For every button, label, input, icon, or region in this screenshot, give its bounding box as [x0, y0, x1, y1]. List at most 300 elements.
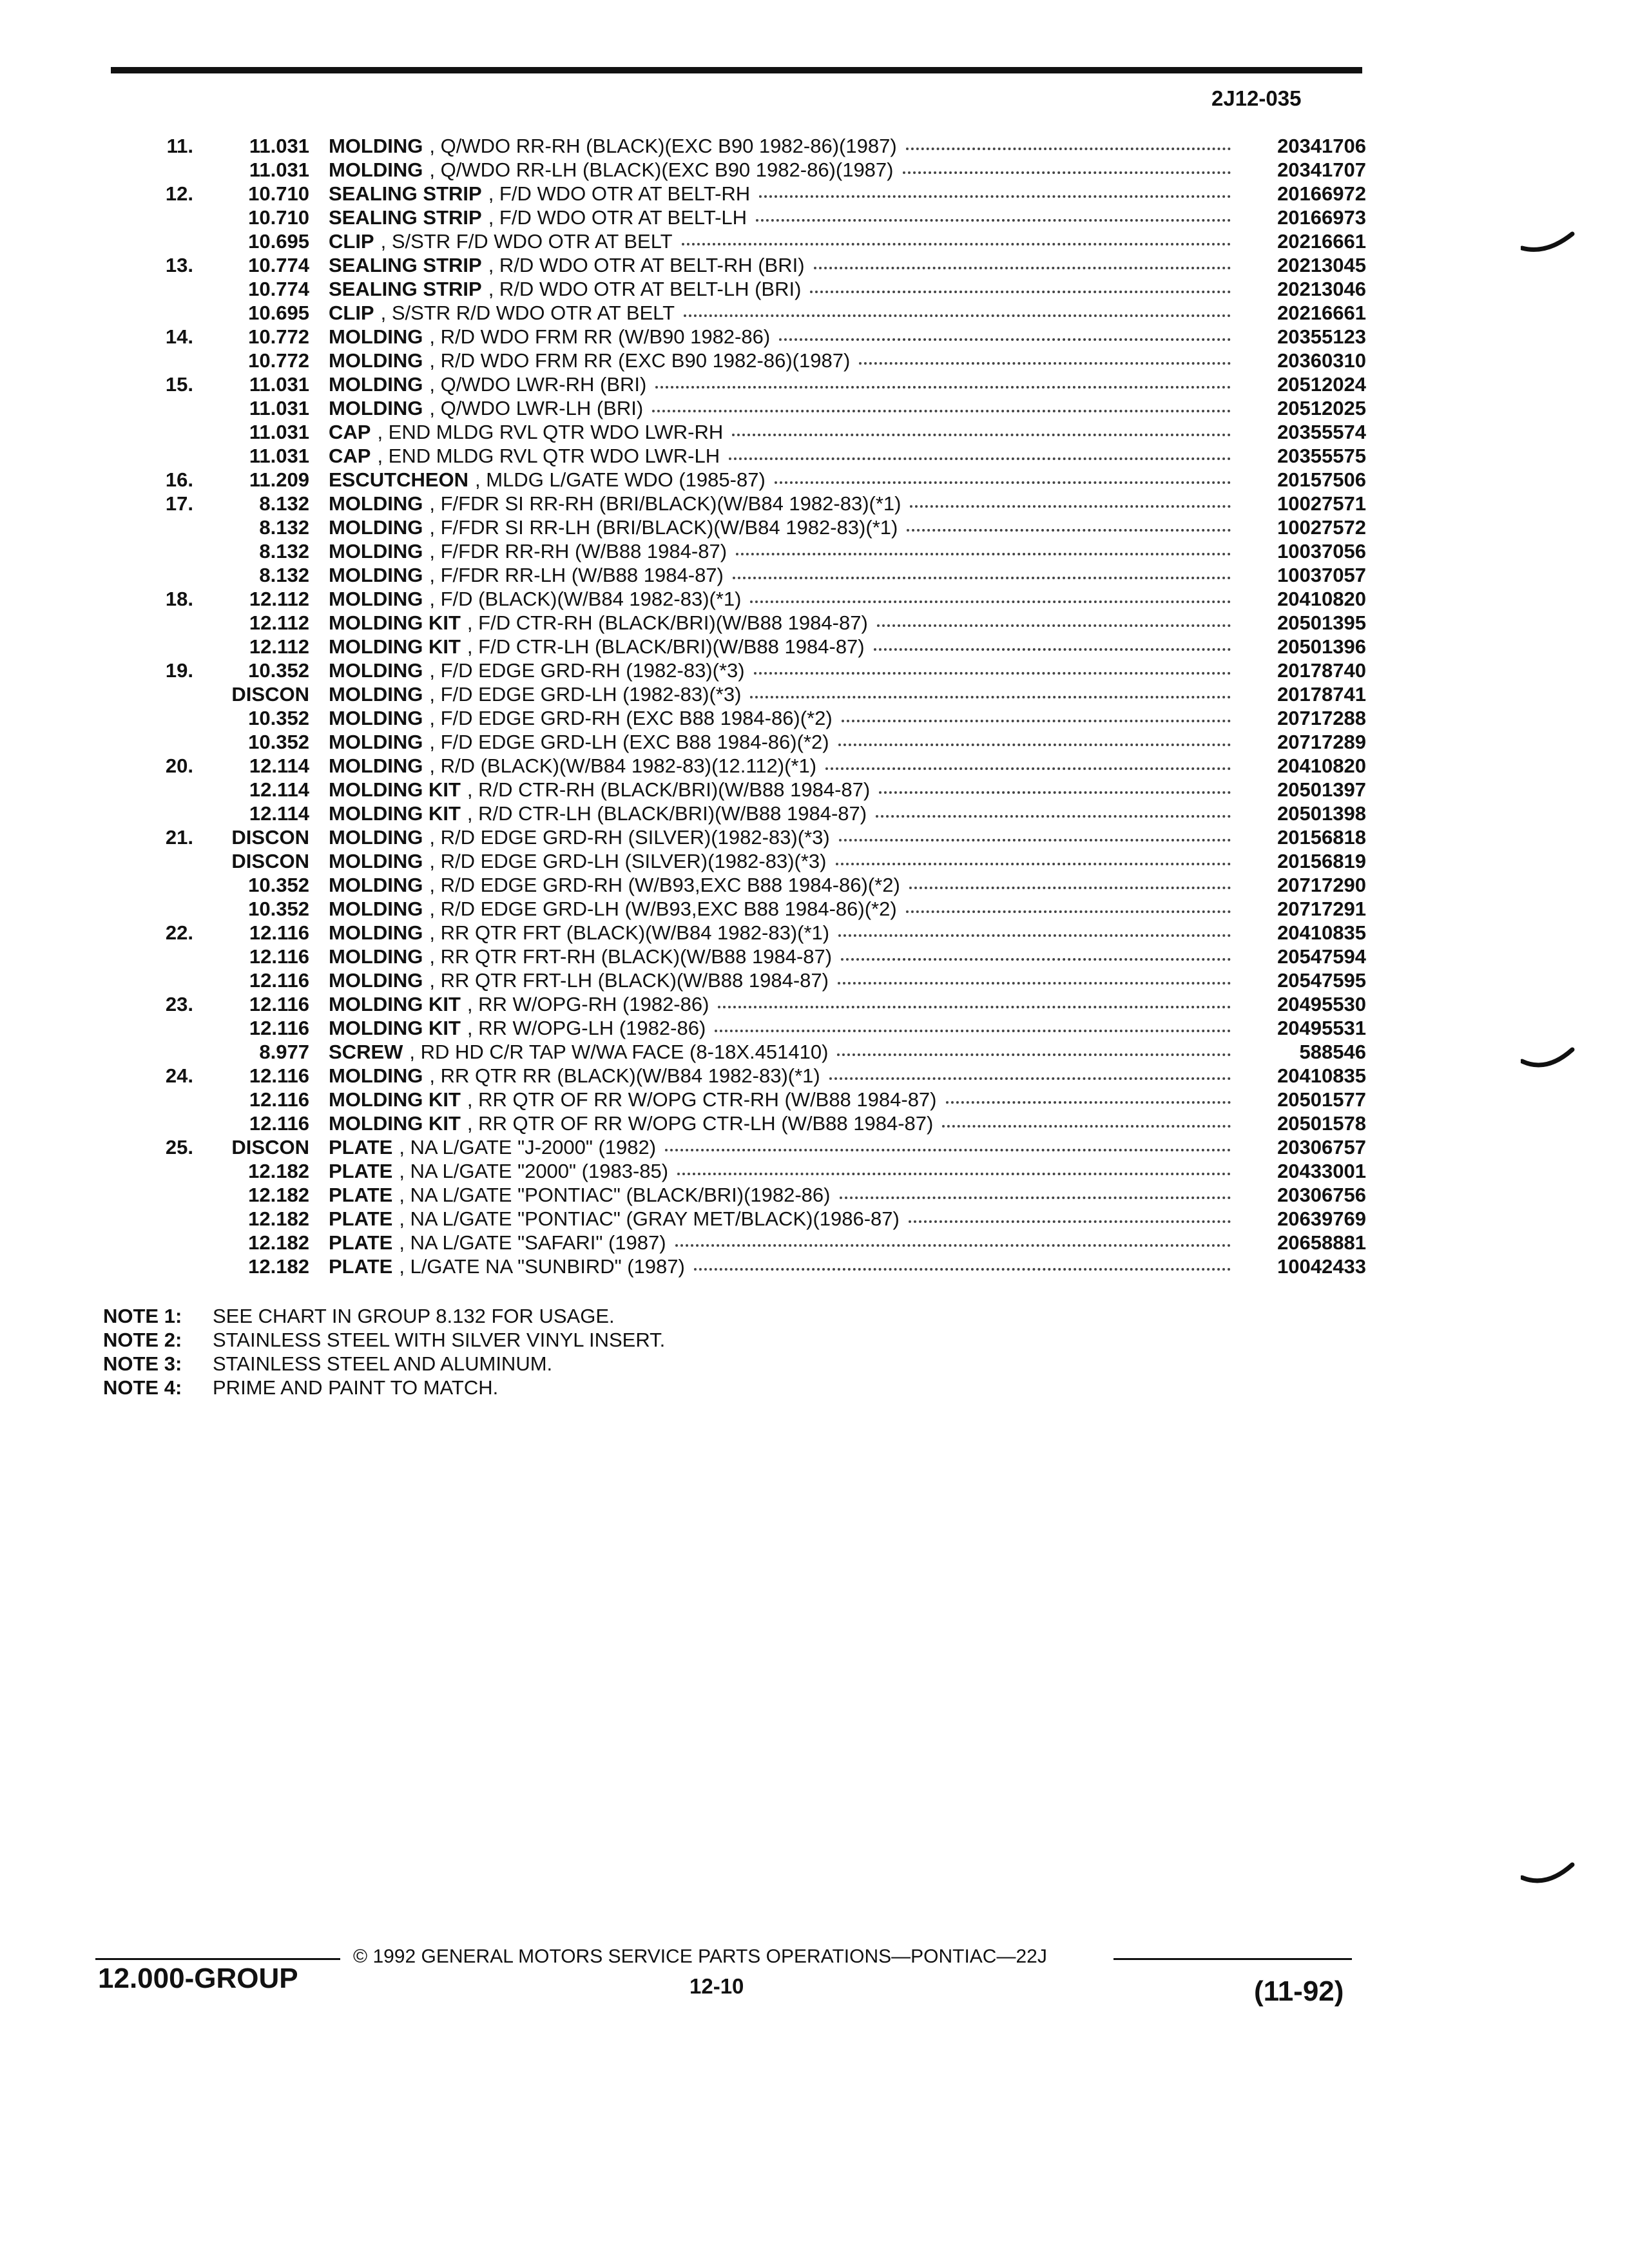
- part-row: [0, 229, 1629, 253]
- part-row: [0, 1016, 1629, 1040]
- part-description: [329, 754, 1237, 778]
- part-detail: , END MLDG RVL QTR WDO LWR-RH: [377, 421, 724, 443]
- leader-dots: [754, 658, 1231, 675]
- leader-dots: [775, 468, 1231, 484]
- part-name: SEALING STRIP: [329, 182, 482, 205]
- callout-number: 11.: [166, 135, 193, 157]
- part-description: [329, 325, 1237, 349]
- part-description: [329, 229, 1237, 253]
- part-row: [0, 515, 1629, 539]
- part-name: PLATE: [329, 1207, 393, 1230]
- part-name: MOLDING: [329, 588, 423, 610]
- part-row: [0, 682, 1629, 706]
- part-description: [329, 897, 1237, 921]
- group-number: 8.132: [259, 516, 309, 539]
- part-number: 20166973: [1277, 206, 1366, 229]
- leader-dots: [840, 1183, 1231, 1199]
- part-detail: , F/D (BLACK)(W/B84 1982-83)(*1): [429, 588, 742, 610]
- group-number: 11.031: [249, 421, 309, 443]
- part-description: [329, 1159, 1237, 1183]
- note-label: NOTE 4:: [103, 1376, 182, 1399]
- part-number: 20157506: [1277, 468, 1366, 491]
- part-row: [0, 277, 1629, 301]
- part-detail: , RR W/OPG-LH (1982-86): [467, 1017, 706, 1039]
- leader-dots: [779, 325, 1231, 341]
- part-row: [0, 468, 1629, 492]
- part-description: [329, 635, 1237, 658]
- part-row: [0, 897, 1629, 921]
- part-row: [0, 492, 1629, 515]
- part-number: 20216661: [1277, 230, 1366, 253]
- part-row: [0, 158, 1629, 182]
- note-label: NOTE 3:: [103, 1352, 182, 1375]
- part-row: [0, 1111, 1629, 1135]
- part-description: [329, 825, 1237, 849]
- part-name: PLATE: [329, 1136, 393, 1158]
- group-number: 10.352: [248, 874, 309, 896]
- leader-dots: [836, 849, 1231, 865]
- note-row: [103, 1328, 1134, 1352]
- part-row: [0, 1207, 1629, 1231]
- group-number: DISCON: [231, 826, 309, 849]
- part-detail: , NA L/GATE "PONTIAC" (BLACK/BRI)(1982-86): [399, 1184, 831, 1206]
- part-row: [0, 396, 1629, 420]
- note-row: [103, 1376, 1134, 1399]
- leader-dots: [903, 158, 1231, 174]
- leader-dots: [750, 587, 1231, 603]
- part-description: [329, 587, 1237, 611]
- leader-dots: [677, 1159, 1231, 1175]
- part-number: 10027571: [1277, 492, 1366, 515]
- part-detail: , Q/WDO LWR-LH (BRI): [429, 397, 644, 419]
- group-number: 12.182: [248, 1207, 309, 1230]
- leader-dots: [837, 1040, 1231, 1056]
- part-name: MOLDING KIT: [329, 1017, 461, 1039]
- notes-list: [103, 1304, 1134, 1399]
- part-name: MOLDING: [329, 898, 423, 920]
- group-number: 10.772: [248, 349, 309, 372]
- callout-number: 24.: [165, 1064, 193, 1087]
- part-row: [0, 968, 1629, 992]
- part-name: MOLDING: [329, 135, 423, 157]
- leader-dots: [906, 897, 1231, 913]
- part-number: 20410820: [1277, 754, 1366, 777]
- part-description: [329, 1040, 1237, 1064]
- leader-dots: [733, 563, 1231, 579]
- part-detail: , R/D EDGE GRD-LH (W/B93,EXC B88 1984-86)(*2): [429, 898, 897, 920]
- part-number: 20717291: [1277, 898, 1366, 920]
- callout-number: 16.: [165, 468, 193, 491]
- part-number: 20213045: [1277, 254, 1366, 276]
- part-detail: , F/D EDGE GRD-RH (EXC B88 1984-86)(*2): [429, 707, 833, 729]
- leader-dots: [907, 515, 1231, 532]
- part-description: [329, 349, 1237, 372]
- leader-dots: [694, 1254, 1231, 1271]
- part-name: PLATE: [329, 1231, 393, 1254]
- leader-dots: [841, 945, 1231, 961]
- leader-dots: [874, 635, 1231, 651]
- part-description: [329, 444, 1237, 468]
- part-number: 20501396: [1277, 635, 1366, 658]
- part-name: MOLDING: [329, 826, 423, 849]
- group-number: 11.031: [249, 445, 309, 467]
- part-name: SEALING STRIP: [329, 254, 482, 276]
- note-text: SEE CHART IN GROUP 8.132 FOR USAGE.: [213, 1305, 615, 1327]
- part-row: [0, 730, 1629, 754]
- callout-number: 22.: [165, 921, 193, 944]
- part-number: 20495531: [1277, 1017, 1366, 1039]
- part-row: [0, 420, 1629, 444]
- part-number: 20501577: [1277, 1088, 1366, 1111]
- part-name: MOLDING KIT: [329, 635, 461, 658]
- part-row: [0, 372, 1629, 396]
- part-number: 20501395: [1277, 611, 1366, 634]
- leader-dots: [909, 873, 1231, 889]
- part-detail: , F/D CTR-LH (BLACK/BRI)(W/B88 1984-87): [467, 635, 865, 658]
- part-name: MOLDING KIT: [329, 1112, 461, 1135]
- part-name: MOLDING: [329, 754, 423, 777]
- binder-hole-mark: [1521, 1047, 1579, 1073]
- part-name: ESCUTCHEON: [329, 468, 469, 491]
- callout-number: 19.: [165, 659, 193, 682]
- part-description: [329, 968, 1237, 992]
- leader-dots: [859, 349, 1231, 365]
- part-name: MOLDING: [329, 921, 423, 944]
- part-detail: , F/D WDO OTR AT BELT-LH: [488, 206, 747, 229]
- group-number: 11.209: [249, 468, 309, 491]
- group-number: 10.352: [248, 659, 309, 682]
- part-name: MOLDING: [329, 945, 423, 968]
- leader-dots: [665, 1135, 1231, 1151]
- group-number: 12.116: [249, 945, 309, 968]
- group-number: 12.116: [249, 921, 309, 944]
- part-name: MOLDING KIT: [329, 1088, 461, 1111]
- part-number: 20355575: [1277, 445, 1366, 467]
- part-number: 20355574: [1277, 421, 1366, 443]
- part-row: [0, 992, 1629, 1016]
- part-row: [0, 134, 1629, 158]
- group-number: DISCON: [231, 1136, 309, 1158]
- note-text: STAINLESS STEEL WITH SILVER VINYL INSERT.: [213, 1329, 666, 1351]
- group-number: 12.114: [249, 754, 309, 777]
- part-name: SEALING STRIP: [329, 206, 482, 229]
- part-description: [329, 206, 1237, 229]
- part-description: [329, 420, 1237, 444]
- callout-number: 15.: [165, 373, 193, 396]
- part-detail: , RD HD C/R TAP W/WA FACE (8-18X.451410): [409, 1041, 829, 1063]
- part-number: 20410820: [1277, 588, 1366, 610]
- group-number: 12.112: [249, 611, 309, 634]
- leader-dots: [877, 611, 1231, 627]
- part-description: [329, 682, 1237, 706]
- part-name: PLATE: [329, 1184, 393, 1206]
- footer-page-number: 12-10: [689, 1974, 744, 1998]
- part-detail: , F/D EDGE GRD-LH (1982-83)(*3): [429, 683, 742, 706]
- leader-dots: [842, 706, 1231, 722]
- callout-number: 20.: [165, 754, 193, 777]
- callout-number: 14.: [165, 325, 193, 348]
- callout-number: 25.: [165, 1136, 193, 1158]
- part-row: [0, 349, 1629, 372]
- part-detail: , S/STR R/D WDO OTR AT BELT: [380, 302, 675, 324]
- group-number: 10.710: [248, 206, 309, 229]
- part-detail: , R/D EDGE GRD-RH (W/B93,EXC B88 1984-86)(*2): [429, 874, 900, 896]
- note-label: NOTE 1:: [103, 1305, 182, 1327]
- part-row: [0, 1135, 1629, 1159]
- part-row: [0, 1254, 1629, 1278]
- group-number: 8.977: [259, 1041, 309, 1063]
- leader-dots: [682, 229, 1231, 245]
- part-number: 20306757: [1277, 1136, 1366, 1158]
- group-number: 12.116: [249, 1088, 309, 1111]
- group-number: 10.774: [248, 278, 309, 300]
- part-detail: , R/D CTR-RH (BLACK/BRI)(W/B88 1984-87): [467, 778, 871, 801]
- part-description: [329, 182, 1237, 206]
- part-row: [0, 921, 1629, 945]
- part-name: MOLDING: [329, 349, 423, 372]
- part-number: 20501397: [1277, 778, 1366, 801]
- part-number: 20717288: [1277, 707, 1366, 729]
- part-detail: , END MLDG RVL QTR WDO LWR-LH: [377, 445, 720, 467]
- part-name: MOLDING: [329, 659, 423, 682]
- part-name: MOLDING: [329, 516, 423, 539]
- part-row: [0, 206, 1629, 229]
- leader-dots: [718, 992, 1231, 1008]
- part-detail: , F/FDR SI RR-LH (BRI/BLACK)(W/B84 1982-83)(*1): [429, 516, 898, 539]
- part-detail: , F/FDR RR-RH (W/B88 1984-87): [429, 540, 728, 562]
- part-row: [0, 658, 1629, 682]
- part-name: MOLDING: [329, 492, 423, 515]
- part-number: 20178740: [1277, 659, 1366, 682]
- leader-dots: [839, 825, 1231, 841]
- part-detail: , R/D EDGE GRD-LH (SILVER)(1982-83)(*3): [429, 850, 827, 872]
- part-description: [329, 658, 1237, 682]
- part-row: [0, 325, 1629, 349]
- top-rule: [111, 67, 1362, 73]
- part-number: 20547595: [1277, 969, 1366, 992]
- part-number: 20501578: [1277, 1112, 1366, 1135]
- part-row: [0, 563, 1629, 587]
- group-number: 8.132: [259, 492, 309, 515]
- footer-copyright: © 1992 GENERAL MOTORS SERVICE PARTS OPERATIONS—PONTIAC—22J: [353, 1946, 1047, 1967]
- group-number: 10.695: [248, 230, 309, 253]
- leader-dots: [838, 921, 1231, 937]
- part-row: [0, 1231, 1629, 1254]
- part-number: 20410835: [1277, 1064, 1366, 1087]
- group-number: 11.031: [249, 373, 309, 396]
- part-number: 20156819: [1277, 850, 1366, 872]
- group-number: 12.116: [249, 993, 309, 1015]
- footer-date: (11-92): [1254, 1975, 1344, 2007]
- note-row: [103, 1352, 1134, 1376]
- leader-dots: [759, 182, 1231, 198]
- part-row: [0, 182, 1629, 206]
- part-name: MOLDING: [329, 540, 423, 562]
- leader-dots: [829, 1064, 1231, 1080]
- part-detail: , R/D CTR-LH (BLACK/BRI)(W/B88 1984-87): [467, 802, 867, 825]
- leader-dots: [909, 1207, 1231, 1223]
- part-description: [329, 921, 1237, 945]
- part-description: [329, 396, 1237, 420]
- footer-group: 12.000-GROUP: [98, 1963, 298, 1994]
- group-number: 12.112: [249, 635, 309, 658]
- part-description: [329, 563, 1237, 587]
- leader-dots: [652, 396, 1231, 412]
- part-name: MOLDING KIT: [329, 611, 461, 634]
- part-number: 20512024: [1277, 373, 1366, 396]
- part-description: [329, 492, 1237, 515]
- callout-number: 18.: [165, 588, 193, 610]
- part-description: [329, 1183, 1237, 1207]
- group-number: 11.031: [249, 397, 309, 419]
- part-name: MOLDING KIT: [329, 993, 461, 1015]
- part-name: CAP: [329, 421, 371, 443]
- part-description: [329, 301, 1237, 325]
- page-code: 2J12-035: [1211, 86, 1302, 110]
- group-number: 10.352: [248, 898, 309, 920]
- part-description: [329, 134, 1237, 158]
- part-detail: , RR QTR FRT-RH (BLACK)(W/B88 1984-87): [429, 945, 833, 968]
- footer-rule-right: [1113, 1958, 1352, 1960]
- part-number: 20360310: [1277, 349, 1366, 372]
- leader-dots: [756, 206, 1231, 222]
- group-number: 12.116: [249, 969, 309, 992]
- group-number: 12.182: [248, 1231, 309, 1254]
- note-text: PRIME AND PAINT TO MATCH.: [213, 1376, 499, 1399]
- part-description: [329, 706, 1237, 730]
- part-description: [329, 158, 1237, 182]
- part-name: SCREW: [329, 1041, 403, 1063]
- group-number: 10.772: [248, 325, 309, 348]
- part-number: 20639769: [1277, 1207, 1366, 1230]
- part-detail: , Q/WDO LWR-RH (BRI): [429, 373, 647, 396]
- callout-number: 12.: [165, 182, 193, 205]
- part-name: MOLDING: [329, 373, 423, 396]
- part-row: [0, 706, 1629, 730]
- part-detail: , RR QTR OF RR W/OPG CTR-RH (W/B88 1984-87): [467, 1088, 937, 1111]
- part-number: 20306756: [1277, 1184, 1366, 1206]
- group-number: 10.352: [248, 707, 309, 729]
- part-name: PLATE: [329, 1255, 393, 1278]
- leader-dots: [879, 778, 1231, 794]
- part-description: [329, 849, 1237, 873]
- callout-number: 21.: [165, 826, 193, 849]
- part-detail: , F/D CTR-RH (BLACK/BRI)(W/B88 1984-87): [467, 611, 868, 634]
- leader-dots: [655, 372, 1231, 389]
- group-number: 10.710: [248, 182, 309, 205]
- part-detail: , F/D EDGE GRD-LH (EXC B88 1984-86)(*2): [429, 731, 829, 753]
- part-row: [0, 778, 1629, 802]
- leader-dots: [810, 277, 1231, 293]
- group-number: 12.116: [249, 1064, 309, 1087]
- part-number: 20341706: [1277, 135, 1366, 157]
- note-row: [103, 1304, 1134, 1328]
- binder-hole-mark: [1521, 1862, 1579, 1888]
- leader-dots: [838, 968, 1231, 985]
- binder-hole-mark: [1521, 229, 1579, 255]
- part-detail: , NA L/GATE "SAFARI" (1987): [399, 1231, 666, 1254]
- part-description: [329, 873, 1237, 897]
- part-name: SEALING STRIP: [329, 278, 482, 300]
- part-name: MOLDING KIT: [329, 802, 461, 825]
- part-description: [329, 1016, 1237, 1040]
- group-number: 8.132: [259, 540, 309, 562]
- group-number: 12.114: [249, 802, 309, 825]
- part-detail: , R/D (BLACK)(W/B84 1982-83)(12.112)(*1): [429, 754, 817, 777]
- footer-rule-left: [95, 1958, 340, 1960]
- part-number: 20341707: [1277, 159, 1366, 181]
- group-number: 10.352: [248, 731, 309, 753]
- part-number: 20166972: [1277, 182, 1366, 205]
- part-number: 20213046: [1277, 278, 1366, 300]
- leader-dots: [906, 134, 1231, 150]
- group-number: 11.031: [249, 135, 309, 157]
- parts-list: [0, 134, 1629, 1278]
- part-number: 20410835: [1277, 921, 1366, 944]
- part-detail: , F/D EDGE GRD-RH (1982-83)(*3): [429, 659, 745, 682]
- part-detail: , R/D WDO FRM RR (EXC B90 1982-86)(1987): [429, 349, 851, 372]
- group-number: 12.182: [248, 1184, 309, 1206]
- part-description: [329, 539, 1237, 563]
- part-detail: , R/D WDO FRM RR (W/B90 1982-86): [429, 325, 771, 348]
- group-number: 12.182: [248, 1160, 309, 1182]
- part-row: [0, 754, 1629, 778]
- group-number: 11.031: [249, 159, 309, 181]
- part-row: [0, 611, 1629, 635]
- group-number: 8.132: [259, 564, 309, 586]
- part-number: 20717289: [1277, 731, 1366, 753]
- leader-dots: [946, 1088, 1231, 1104]
- leader-dots: [736, 539, 1231, 555]
- leader-dots: [942, 1111, 1231, 1128]
- group-number: 10.774: [248, 254, 309, 276]
- part-name: CAP: [329, 445, 371, 467]
- part-detail: , L/GATE NA "SUNBIRD" (1987): [399, 1255, 685, 1278]
- leader-dots: [838, 730, 1231, 746]
- group-number: 12.182: [248, 1255, 309, 1278]
- callout-number: 13.: [165, 254, 193, 276]
- part-detail: , R/D EDGE GRD-RH (SILVER)(1982-83)(*3): [429, 826, 830, 849]
- part-row: [0, 1088, 1629, 1111]
- part-name: MOLDING: [329, 564, 423, 586]
- part-detail: , Q/WDO RR-LH (BLACK)(EXC B90 1982-86)(1987): [429, 159, 894, 181]
- part-description: [329, 1207, 1237, 1231]
- part-detail: , F/D WDO OTR AT BELT-RH: [488, 182, 751, 205]
- part-row: [0, 873, 1629, 897]
- leader-dots: [876, 802, 1231, 818]
- part-row: [0, 1040, 1629, 1064]
- part-detail: , F/FDR SI RR-RH (BRI/BLACK)(W/B84 1982-83)(*1): [429, 492, 901, 515]
- part-description: [329, 778, 1237, 802]
- part-number: 20433001: [1277, 1160, 1366, 1182]
- part-row: [0, 301, 1629, 325]
- part-detail: , RR QTR FRT (BLACK)(W/B84 1982-83)(*1): [429, 921, 830, 944]
- part-name: MOLDING: [329, 325, 423, 348]
- part-detail: , S/STR F/D WDO OTR AT BELT: [380, 230, 673, 253]
- part-number: 20355123: [1277, 325, 1366, 348]
- leader-dots: [732, 420, 1231, 436]
- group-number: 12.114: [249, 778, 309, 801]
- callout-number: 17.: [165, 492, 193, 515]
- part-number: 20178741: [1277, 683, 1366, 706]
- part-name: MOLDING: [329, 159, 423, 181]
- part-description: [329, 802, 1237, 825]
- part-description: [329, 515, 1237, 539]
- part-name: PLATE: [329, 1160, 393, 1182]
- part-detail: , F/FDR RR-LH (W/B88 1984-87): [429, 564, 724, 586]
- leader-dots: [684, 301, 1231, 317]
- part-number: 10037057: [1277, 564, 1366, 586]
